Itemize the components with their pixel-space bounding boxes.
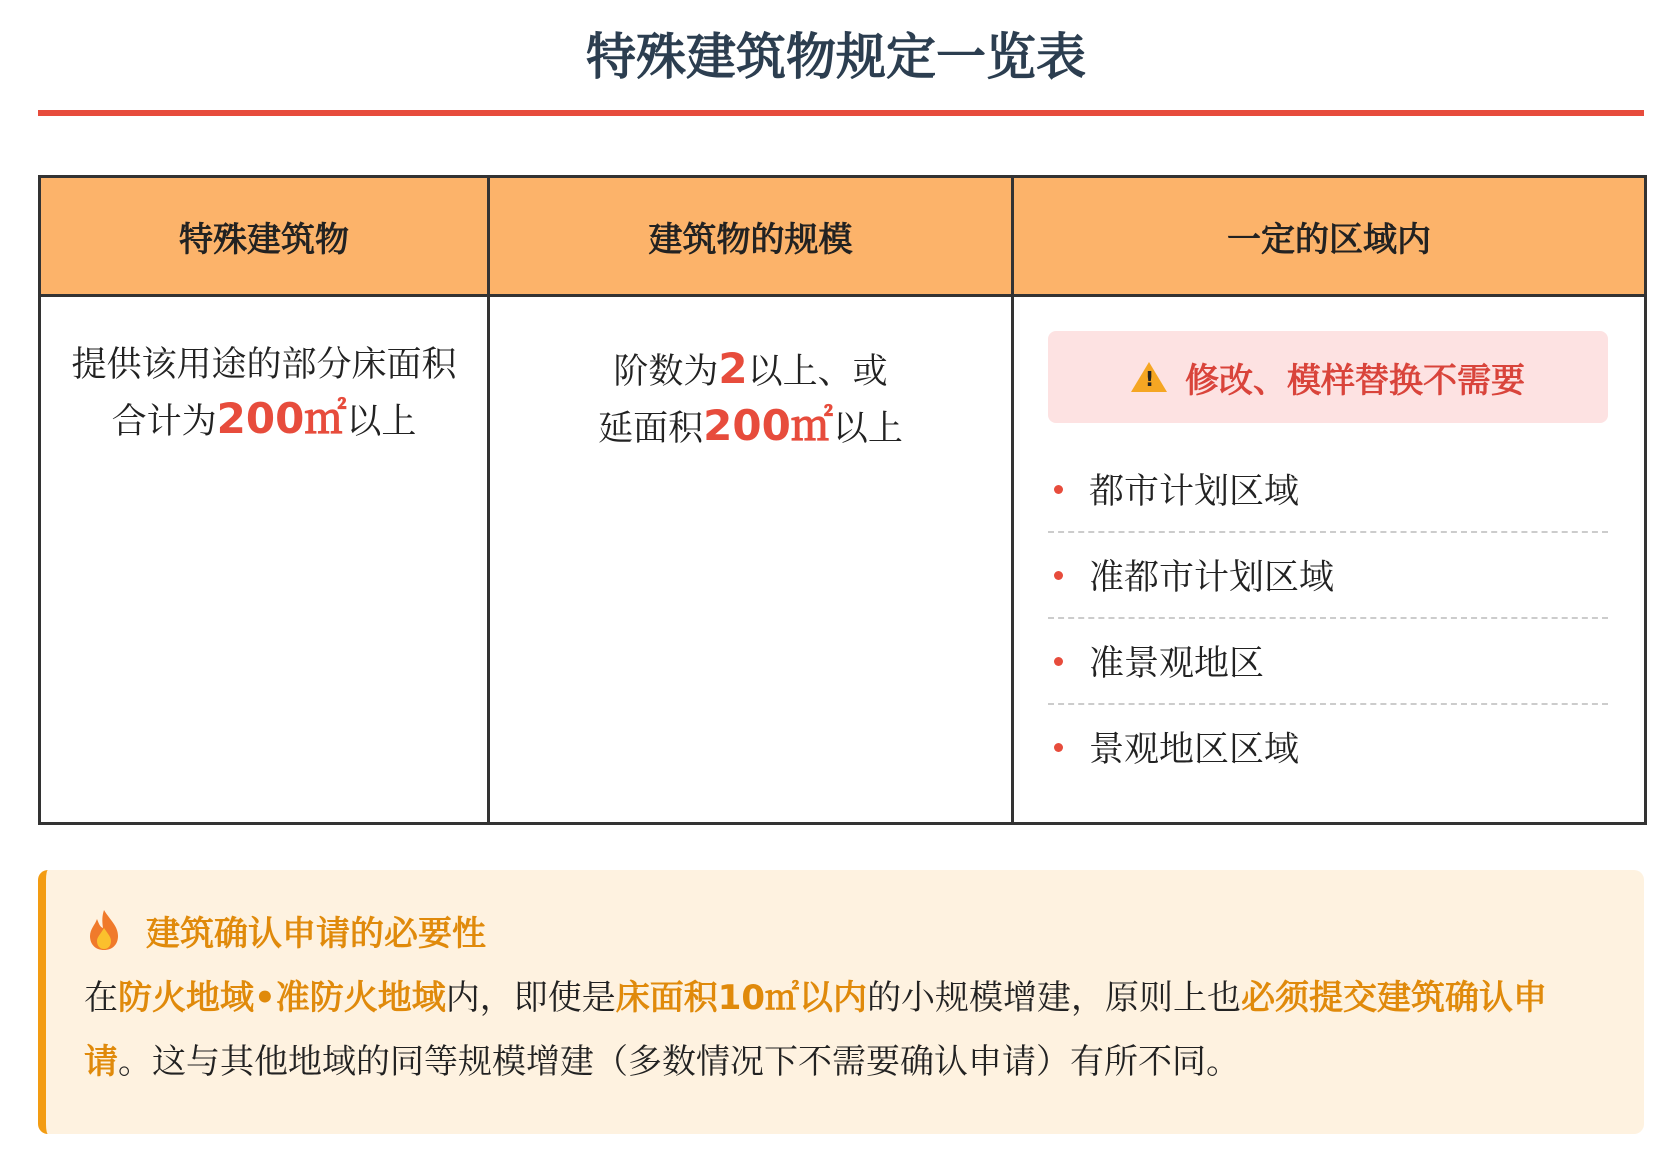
bullet-icon	[1054, 657, 1063, 666]
note-title: 建筑确认申请的必要性	[146, 913, 486, 954]
bullet-icon	[1054, 571, 1063, 580]
list-item: 都市计划区域	[1048, 447, 1608, 533]
bullet-icon	[1054, 485, 1063, 494]
header-designated-area: 一定的区域内	[1013, 177, 1646, 296]
page-title: 特殊建筑物规定一览表	[586, 28, 1086, 86]
bullet-icon	[1054, 743, 1063, 752]
table-header-row	[40, 177, 1646, 296]
floors-condition: 阶数为2以上、或	[613, 344, 888, 393]
header-special-building: 特殊建筑物	[40, 177, 489, 296]
floor-area-text: 提供该用途的部分床面积	[71, 345, 457, 385]
note-text: 在防火地域•准防火地域内，即使是床面积10㎡以内的小规模增建，原则上也必须提交建筑确认申请。这与其他地域的同等规模增建（多数情况下不需要确认申请）有所不同。	[84, 978, 1548, 1082]
warning-box	[1048, 331, 1608, 423]
total-area-value: 200㎡	[703, 401, 833, 450]
header-building-scale: 建筑物的规模	[489, 177, 1013, 296]
cell-building-scale	[489, 296, 1013, 824]
floor-area-value: 200㎡	[216, 394, 347, 443]
area-list	[1048, 447, 1608, 789]
cell-special-building	[40, 296, 489, 824]
title-divider	[38, 110, 1644, 116]
warning-text: 修改、模样替换不需要	[1185, 360, 1525, 401]
note-box	[38, 870, 1644, 1134]
list-item: 准都市计划区域	[1048, 533, 1608, 619]
table-row	[40, 296, 1646, 824]
list-item: 准景观地区	[1048, 619, 1608, 705]
list-item: 景观地区区域	[1048, 705, 1608, 789]
total-area-condition: 延面积200㎡以上	[598, 401, 903, 450]
floors-value: 2	[718, 344, 748, 393]
regulation-table	[38, 175, 1647, 825]
warning-icon	[1131, 362, 1167, 392]
flame-icon	[84, 908, 124, 952]
floor-area-total: 合计为200㎡以上	[111, 394, 417, 443]
cell-designated-area	[1013, 296, 1646, 824]
